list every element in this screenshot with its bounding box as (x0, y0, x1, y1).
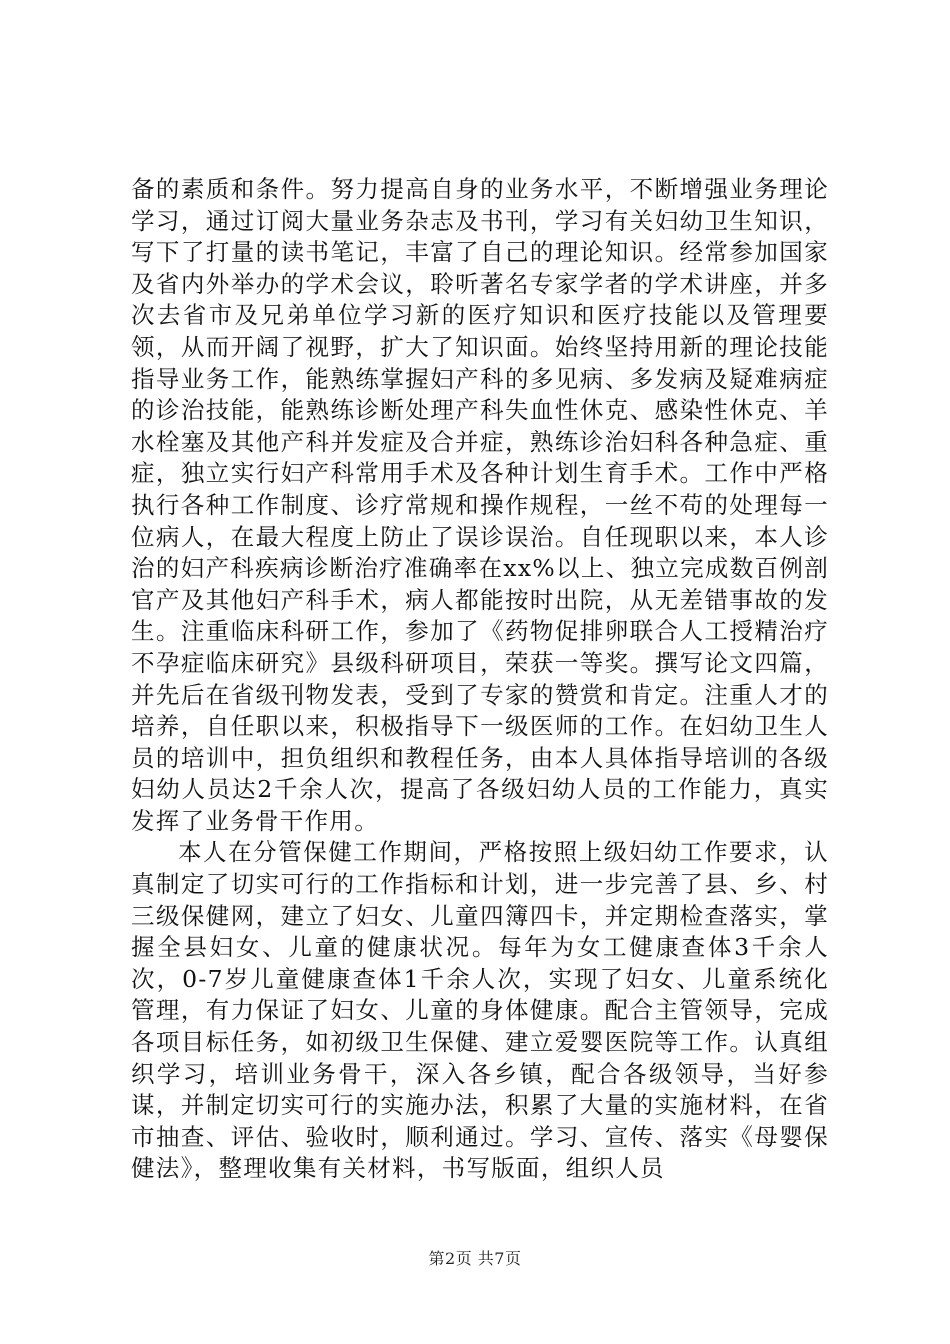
paragraph-continued: 备的素质和条件。努力提高自身的业务水平，不断增强业务理论学习，通过订阅大量业务杂志及书刊，学习有关妇幼卫生知识，写下了打量的读书笔记，丰富了自己的理论知识。经常参加国家及省内外举办的学术会议，聆听著名专家学者的学术讲座，并多次去省市及兄弟单位学习新的医疗知识和医疗技能以及管理要领，从而开阔了视野，扩大了知识面。始终坚持用新的理论技能指导业务工作，能熟练掌握妇产科的多见病、多发病及疑难病症的诊治技能，能熟练诊断处理产科失血性休克、感染性休克、羊水栓塞及其他产科并发症及合并症，熟练诊治妇科各种急症、重症，独立实行妇产科常用手术及各种计划生育手术。工作中严格执行各种工作制度、诊疗常规和操作规程，一丝不苟的处理每一位病人，在最大程度上防止了误诊误治。自任现职以来，本人诊治的妇产科疾病诊断治疗准确率在xx%以上、独立完成数百例剖官产及其他妇产科手术，病人都能按时出院，从无差错事故的发生。注重临床科研工作，参加了《药物促排卵联合人工授精治疗不孕症临床研究》县级科研项目，荣获一等奖。撰写论文四篇，并先后在省级刊物发表，受到了专家的赞赏和肯定。注重人才的培养，自任职以来，积极指导下一级医师的工作。在妇幼卫生人员的培训中，担负组织和教程任务，由本人具体指导培训的各级妇幼人员达2千余人次，提高了各级妇幼人员的工作能力，真实发挥了业务骨干作用。 (131, 175, 829, 835)
page-footer: 第2页 共7页 (428, 1249, 522, 1268)
document-body (131, 174, 829, 1185)
paragraph-health-care: 本人在分管保健工作期间，严格按照上级妇幼工作要求，认真制定了切实可行的工作指标和计划，进一步完善了县、乡、村三级保健网，建立了妇女、儿童四簿四卡，并定期检查落实，掌握全县妇女、儿童的健康状况。每年为女工健康查体3千余人次，0-7岁儿童健康查体1千余人次，实现了妇女、儿童系统化管理，有力保证了妇女、儿童的身体健康。配合主管领导，完成各项目标任务，如初级卫生保健、建立爱婴医院等工作。认真组织学习，培训业务骨干，深入各乡镇，配合各级领导，当好参谋，并制定切实可行的实施办法，积累了大量的实施材料，在省市抽查、评估、验收时，顺利通过。学习、宣传、落实《母婴保健法》，整理收集有关材料，书写版面，组织人员 (131, 838, 829, 1183)
